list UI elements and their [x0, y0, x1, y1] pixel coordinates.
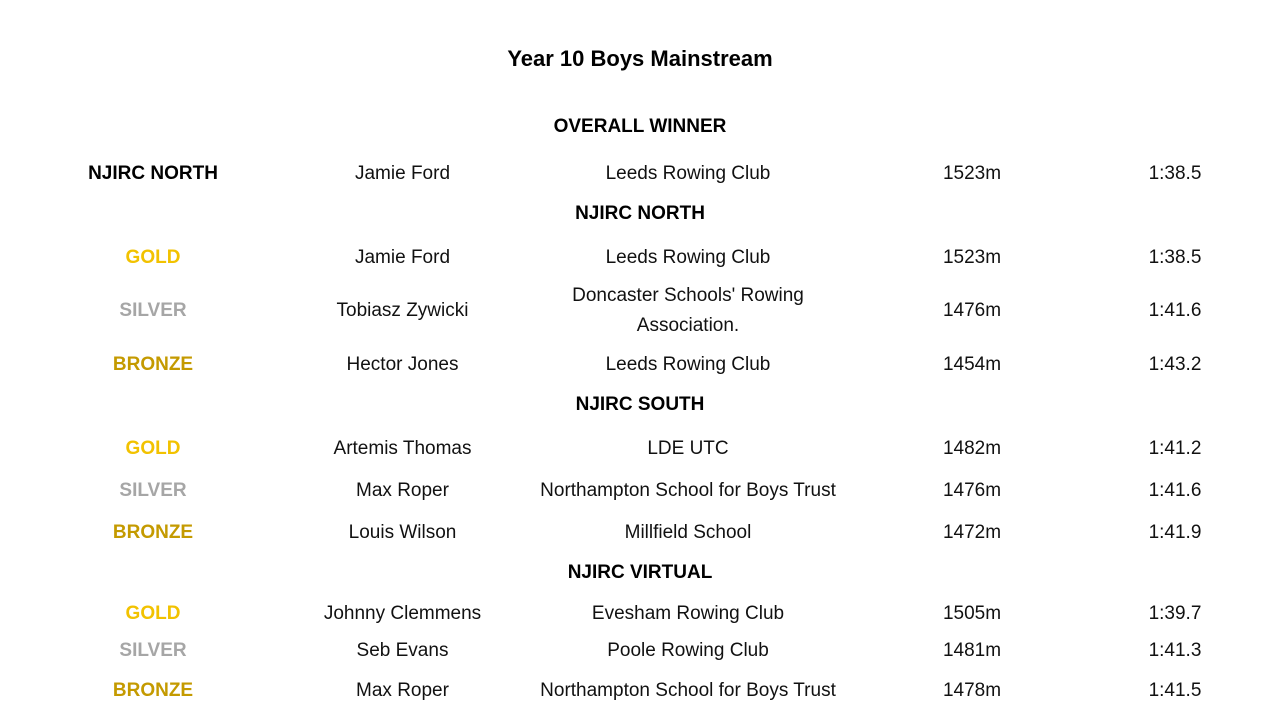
medal-label: SILVER — [119, 300, 187, 321]
athlete-name: Jamie Ford — [354, 247, 451, 268]
table-row — [0, 281, 1280, 341]
region-label: NJIRC NORTH — [88, 163, 218, 184]
distance: 1481m — [942, 640, 1002, 661]
time: 1:41.5 — [1148, 680, 1202, 701]
time: 1:41.3 — [1148, 640, 1202, 661]
medal-label: BRONZE — [112, 522, 194, 543]
section-heading-virtual: NJIRC VIRTUAL — [567, 562, 713, 583]
table-row — [0, 243, 1280, 273]
section-heading-south: NJIRC SOUTH — [575, 394, 705, 415]
distance: 1523m — [942, 163, 1002, 184]
club-name: Northampton School for Boys Trust — [540, 480, 836, 501]
athlete-name: Johnny Clemmens — [323, 603, 482, 624]
time: 1:41.6 — [1148, 480, 1202, 501]
table-row — [0, 636, 1280, 666]
time: 1:38.5 — [1148, 247, 1202, 268]
athlete-name: Artemis Thomas — [333, 438, 472, 459]
medal-label: GOLD — [125, 603, 181, 624]
athlete-name: Hector Jones — [346, 354, 459, 375]
club-name: Leeds Rowing Club — [605, 247, 771, 268]
distance: 1472m — [942, 522, 1002, 543]
club-name: Leeds Rowing Club — [605, 354, 771, 375]
club-name: Northampton School for Boys Trust — [540, 680, 836, 701]
club-name: Millfield School — [624, 522, 752, 543]
time: 1:41.9 — [1148, 522, 1202, 543]
distance: 1476m — [942, 300, 1002, 321]
time: 1:41.6 — [1148, 300, 1202, 321]
table-row — [0, 434, 1280, 464]
club-name: Poole Rowing Club — [607, 640, 769, 661]
table-row — [0, 476, 1280, 506]
athlete-name: Jamie Ford — [354, 163, 451, 184]
distance: 1476m — [942, 480, 1002, 501]
time: 1:43.2 — [1148, 354, 1202, 375]
medal-label: BRONZE — [112, 354, 194, 375]
distance: 1454m — [942, 354, 1002, 375]
distance: 1505m — [942, 603, 1002, 624]
section-heading-north: NJIRC NORTH — [575, 203, 705, 224]
club-name: Evesham Rowing Club — [591, 603, 785, 624]
medal-label: SILVER — [119, 480, 187, 501]
table-row — [0, 159, 1280, 189]
table-row — [0, 518, 1280, 548]
section-heading-overall: OVERALL WINNER — [553, 116, 727, 137]
athlete-name: Max Roper — [356, 680, 449, 701]
time: 1:39.7 — [1148, 603, 1202, 624]
distance: 1478m — [942, 680, 1002, 701]
distance: 1523m — [942, 247, 1002, 268]
time: 1:41.2 — [1148, 438, 1202, 459]
medal-label: SILVER — [119, 640, 187, 661]
table-row — [0, 676, 1280, 706]
club-name: Doncaster Schools' Rowing Association. — [572, 285, 804, 336]
table-row — [0, 599, 1280, 629]
distance: 1482m — [942, 438, 1002, 459]
medal-label: GOLD — [125, 438, 181, 459]
athlete-name: Tobiasz Zywicki — [336, 300, 469, 321]
athlete-name: Seb Evans — [356, 640, 449, 661]
table-row — [0, 350, 1280, 380]
club-name: LDE UTC — [647, 438, 729, 459]
athlete-name: Louis Wilson — [348, 522, 457, 543]
club-name: Leeds Rowing Club — [605, 163, 771, 184]
medal-label: BRONZE — [112, 680, 194, 701]
time: 1:38.5 — [1148, 163, 1202, 184]
page-title: Year 10 Boys Mainstream — [507, 46, 773, 71]
athlete-name: Max Roper — [356, 480, 449, 501]
medal-label: GOLD — [125, 247, 181, 268]
